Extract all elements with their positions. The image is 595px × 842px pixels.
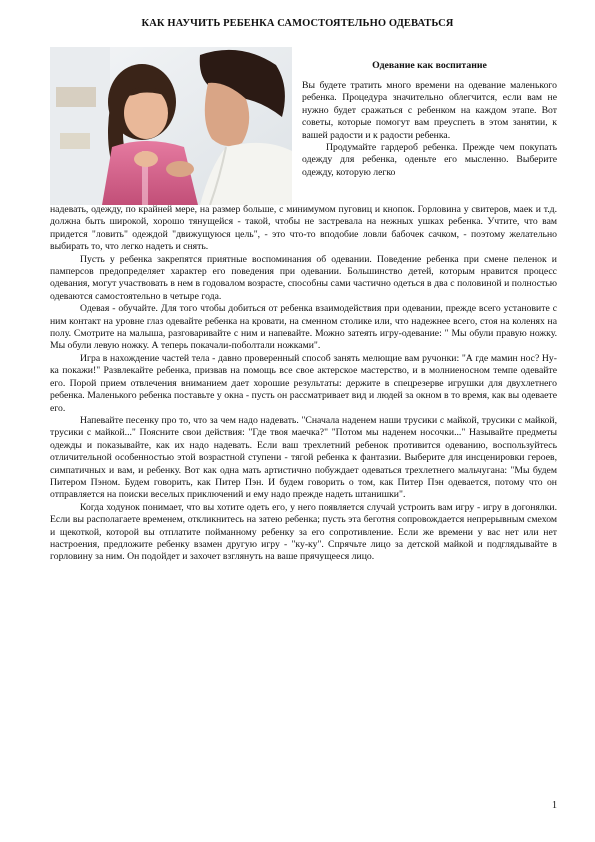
body-paragraph: Когда ходунок понимает, что вы хотите одеть его, у него появляется случай устроить вам игру - игру в догонялки. Если вы располагаете временем, откликнитесь на затею ребенка; пусть эта беготня сопровождается непрерывным смехом и щекоткой, которой вы отплатите пойманному ребенку за его сопротивление. Если же времени у вас нет или нет настроения, предложите ребенку взамен другую игру - "ку-ку". Спрячьте лицо за детской майкой и подглядывайте в горловину за ним. Он подойдет и захочет взглянуть на ваше прячущееся лицо.: [50, 501, 557, 563]
body-paragraph: Игра в нахождение частей тела - давно проверенный способ занять мелющие вам ручонки: "А где мамин нос? Ну-ка покажи!" Развлекайте ребенка, призвав на помощь все свое актерское мастерство, и в молниеносном темпе одевайте его. Порой прием отвлечения вниманием дает хорошие результаты: держите в спецрезерве игрушки для двухлетнего ребенка. Маленького ребенка поставьте у окна - пусть он рассматривает вид и людей за окном в то время, как вы одеваете его.: [50, 352, 557, 414]
body-paragraph-continuation: надевать, одежду, по крайней мере, на размер больше, с минимумом пуговиц и кнопок. Горловина у свитеров, маек и т.д. должна быть широкой, хорошо тянущейся - такой, чтобы не застревала на нежных ушках ребенка. Учтите, что вам придется "ловить" одеждой "движущуюся цель", - это что-то вподобие ловли бабочек сачком, - поэтому желательно выбирать то, что легко надеть и снять.: [50, 204, 557, 253]
page-number: 1: [552, 800, 557, 811]
body-paragraph: Пусть у ребенка закрепятся приятные воспоминания об одевании. Поведение ребенка при смене пеленок и памперсов предопределяет характер его поведения при одевании. Большинство детей, которым нравится процесс одевания, могут участвовать в нем в годовалом возрасте, способны сами частично одеться в два с половиной и полностью одеваются самостоятельно в четыре года.: [50, 253, 557, 302]
illustration-photo: [50, 47, 292, 205]
body-paragraph: Напевайте песенку про то, что за чем надо надевать. "Сначала наденем наши трусики с майкой, трусики с майкой, трусики с майкой..." Поясните свои действия: "Где твоя маечка?" "Потом мы наденем носочки..." Называйте предметы одежды и показывайте, как их надо надевать. Если ваш трехлетний ребенок противится одеванию, воспользуйтесь отличительной особенностью этой возрастной ступени - тягой ребенка к фантазии. Выберите для инсценировки героев, симпатичных и вам, и ребенку. Вот как одна мать артистично побуждает одеваться трехлетнего мальчугана: "Мы будем Питером Пэном. Будем говорить, как Питер Пэн. И будем говорить о том, как Питер Пэн одевается, потому что он отправляется на поиски веселых приключений и ему надо прежде надеть штанишки".: [50, 414, 557, 501]
body-paragraph: Одевая - обучайте. Для того чтобы добиться от ребенка взаимодействия при одевании, прежде всего установите с ним контакт на уровне глаз одевайте ребенка на кровати, на сменном столике или, что надежнее всего, стоя на коленях на полу. Смотрите на малыша, разговаривайте с ним и напевайте. Можно затеять игру-одевание: " Мы обули правую ножку. Мы обули левую ножку. А теперь покачали-поболтали ножками".: [50, 303, 557, 352]
section-subtitle: Одевание как воспитание: [372, 60, 487, 71]
intro-paragraph: Вы будете тратить много времени на одевание маленького ребенка. Процедура значительно облегчится, если вам не нужно будет сражаться с ребенком на каждом этапе. Вот советы, которые помогут вам преуспеть в этом занятии, к вашей радости и к радости ребенка.: [302, 80, 557, 141]
photo-mother-child: [50, 47, 292, 205]
intro-paragraph: Продумайте гардероб ребенка. Прежде чем покупать одежду для ребенка, оденьте его мысленно. Выберите одежду, которую легко: [302, 142, 557, 178]
body-text: [50, 204, 557, 564]
document-title: КАК НАУЧИТЬ РЕБЕНКА САМОСТОЯТЕЛЬНО ОДЕВАТЬСЯ: [141, 18, 454, 29]
intro-column: [302, 80, 557, 179]
